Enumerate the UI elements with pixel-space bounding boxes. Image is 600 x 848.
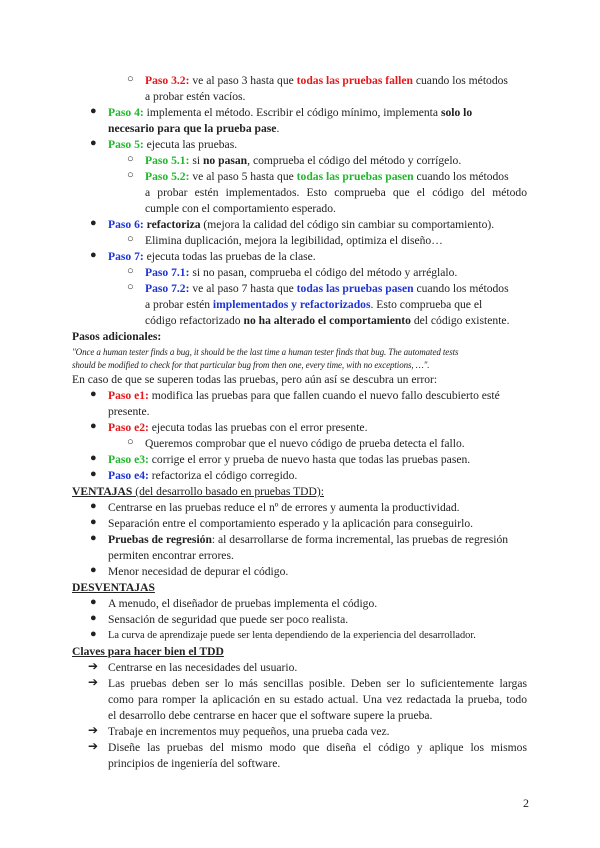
step-3-2-line2: a probar estén vacíos. — [145, 90, 246, 103]
disc-bullet-icon: ● — [90, 249, 97, 261]
disc-bullet-icon: ● — [90, 500, 97, 512]
step-5 — [108, 137, 237, 152]
arrow-right-icon: ➔ — [88, 659, 99, 673]
step-6-bold: refactoriza — [146, 218, 201, 231]
step-3-2-text-end: cuando los métodos — [412, 74, 508, 87]
pasos-adicionales-heading: Pasos adicionales: — [72, 330, 162, 343]
step-e4 — [108, 468, 297, 483]
step-3-2-label: Paso 3.2: — [145, 74, 190, 87]
step-7-2-l2-highlight: implementados y refactorizados — [212, 298, 371, 311]
disc-bullet-icon: ● — [90, 628, 97, 640]
circle-bullet-icon: ○ — [127, 73, 134, 85]
step-e4-label: Paso e4: — [108, 469, 149, 482]
circle-bullet-icon: ○ — [127, 436, 134, 448]
disc-bullet-icon: ● — [90, 420, 97, 432]
step-e3-label: Paso e3: — [108, 453, 149, 466]
step-5-2-label: Paso 5.2: — [145, 170, 190, 183]
circle-bullet-icon: ○ — [127, 153, 134, 165]
step-3-2 — [145, 73, 508, 88]
step-4-bold-line2: necesario para que la prueba pase — [108, 122, 277, 135]
step-7-2-line3 — [145, 313, 509, 328]
clave-2-line2: como para romper la aplicación en su estado actual. Una vez redactada la prueba, todo — [108, 693, 527, 706]
arrow-right-icon: ➔ — [88, 723, 99, 737]
disc-bullet-icon: ● — [90, 217, 97, 229]
step-7-2-label: Paso 7.2: — [145, 282, 190, 295]
circle-bullet-icon: ○ — [127, 169, 134, 181]
ventajas-subtitle: (del desarrollo basado en pruebas TDD): — [132, 485, 325, 498]
ventaja-3-bold: Pruebas de regresión — [108, 533, 212, 546]
step-7-2-l3-bold: no ha alterado el comportamiento — [243, 314, 411, 327]
step-6-text: (mejora la calidad del código sin cambiar su comportamiento). — [200, 218, 495, 231]
step-5-1 — [145, 153, 461, 168]
clave-1: Centrarse en las necesidades del usuario. — [108, 661, 298, 674]
step-4-period: . — [276, 122, 280, 135]
step-7-1 — [145, 265, 457, 280]
circle-bullet-icon: ○ — [127, 281, 134, 293]
disc-bullet-icon: ● — [90, 596, 97, 608]
step-5-text: ejecuta las pruebas. — [143, 138, 238, 151]
pasos-adicionales-intro: En caso de que se superen todas las pruebas, pero aún así se descubra un error: — [72, 373, 438, 386]
step-5-1-text: si — [189, 154, 203, 167]
arrow-right-icon: ➔ — [88, 739, 99, 753]
step-6-sub: Elimina duplicación, mejora la legibilidad, optimiza el diseño… — [145, 234, 443, 247]
disc-bullet-icon: ● — [90, 468, 97, 480]
step-4-line2 — [108, 121, 279, 136]
ventajas-title: VENTAJAS — [72, 485, 133, 498]
step-7-2-l2-a: a probar estén — [145, 298, 213, 311]
ventaja-4: Menor necesidad de depurar el código. — [108, 565, 289, 578]
ventaja-2: Separación entre el comportamiento esperado y la aplicación para conseguirlo. — [108, 517, 474, 530]
disc-bullet-icon: ● — [90, 105, 97, 117]
step-3-2-highlight: todas las pruebas fallen — [296, 74, 413, 87]
disc-bullet-icon: ● — [90, 516, 97, 528]
step-e3 — [108, 452, 470, 467]
step-4 — [108, 105, 472, 120]
step-e2 — [108, 420, 367, 435]
clave-4-line1: Diseñe las pruebas del mismo modo que diseña el código y aplique los mismos — [108, 741, 527, 754]
step-e1 — [108, 388, 500, 403]
step-e2-sub: Queremos comprobar que el nuevo código de prueba detecta el fallo. — [145, 437, 465, 450]
step-4-label: Paso 4: — [108, 106, 144, 119]
claves-heading: Claves para hacer bien el TDD — [72, 645, 224, 658]
ventaja-3-text: : al desarrollarse de forma incremental, las pruebas de regresión — [211, 533, 509, 546]
step-5-2-line3: cumple con el comportamiento esperado. — [145, 202, 336, 215]
step-5-2-line2: a probar estén implementados. Esto comprueba que el código del método — [145, 186, 527, 199]
ventaja-3-line2: permiten encontrar errores. — [108, 549, 234, 562]
step-e1-line2: presente. — [108, 405, 150, 418]
step-7-2-highlight: todas las pruebas pasen — [296, 282, 414, 295]
step-5-1-label: Paso 5.1: — [145, 154, 190, 167]
desventaja-2: Sensación de seguridad que puede ser poco realista. — [108, 613, 349, 626]
ventaja-3 — [108, 532, 508, 547]
step-7-2-text-end: cuando los métodos — [413, 282, 509, 295]
step-e1-text: modifica las pruebas para que fallen cuando el nuevo fallo descubierto esté — [148, 389, 500, 402]
step-5-2 — [145, 169, 509, 184]
step-5-2-text-end: cuando los métodos — [413, 170, 509, 183]
desventaja-3: La curva de aprendizaje puede ser lenta dependiendo de la experiencia del desarrollador. — [108, 630, 476, 641]
quote-line-1: "Once a human tester finds a bug, it should be the last time a human tester finds that bug. The automated tests — [72, 347, 459, 357]
disc-bullet-icon: ● — [90, 564, 97, 576]
step-4-bold: solo lo — [440, 106, 473, 119]
step-e4-text: refactoriza el código corregido. — [148, 469, 298, 482]
step-3-2-text: ve al paso 3 hasta que — [189, 74, 297, 87]
step-7-2-l3-c: del código existente. — [410, 314, 510, 327]
clave-3: Trabaje en incrementos muy pequeños, una prueba cada vez. — [108, 725, 390, 738]
step-6 — [108, 217, 494, 232]
page-number: 2 — [523, 796, 529, 810]
step-7 — [108, 249, 316, 264]
disc-bullet-icon: ● — [90, 137, 97, 149]
step-5-2-text: ve al paso 5 hasta que — [189, 170, 297, 183]
step-e1-label: Paso e1: — [108, 389, 149, 402]
desventaja-1: A menudo, el diseñador de pruebas implementa el código. — [108, 597, 378, 610]
arrow-right-icon: ➔ — [88, 675, 99, 689]
circle-bullet-icon: ○ — [127, 233, 134, 245]
circle-bullet-icon: ○ — [127, 265, 134, 277]
step-e3-text: corrige el error y prueba de nuevo hasta que todas las pruebas pasen. — [148, 453, 471, 466]
step-e2-text: ejecuta todas las pruebas con el error presente. — [148, 421, 368, 434]
step-7-label: Paso 7: — [108, 250, 144, 263]
ventaja-1: Centrarse en las pruebas reduce el nº de errores y aumenta la productividad. — [108, 501, 460, 514]
step-5-1-text-end: , comprueba el código del método y corrígelo. — [247, 154, 462, 167]
desventajas-heading: DESVENTAJAS — [72, 581, 155, 594]
step-7-2-l2-c: . Esto comprueba que el — [370, 298, 483, 311]
disc-bullet-icon: ● — [90, 388, 97, 400]
ventajas-heading — [72, 484, 324, 499]
disc-bullet-icon: ● — [90, 532, 97, 544]
step-7-2-l3-a: código refactorizado — [145, 314, 244, 327]
step-4-text: implementa el método. Escribir el código mínimo, implementa — [143, 106, 441, 119]
disc-bullet-icon: ● — [90, 612, 97, 624]
clave-4-line2: principios de ingeniería del software. — [108, 757, 281, 770]
step-6-label: Paso 6: — [108, 218, 144, 231]
step-5-label: Paso 5: — [108, 138, 144, 151]
step-e2-label: Paso e2: — [108, 421, 149, 434]
step-7-text: ejecuta todas las pruebas de la clase. — [143, 250, 316, 263]
step-7-2-text: ve al paso 7 hasta que — [189, 282, 297, 295]
step-7-2 — [145, 281, 509, 296]
step-7-1-label: Paso 7.1: — [145, 266, 190, 279]
step-7-1-text: si no pasan, comprueba el código del método y arréglalo. — [189, 266, 458, 279]
clave-2-line3: el desarrollo debe centrarse en hacer que el software supere la prueba. — [108, 709, 433, 722]
step-5-2-highlight: todas las pruebas pasen — [296, 170, 414, 183]
disc-bullet-icon: ● — [90, 452, 97, 464]
quote-line-2: should be modified to check for that particular bug from then one, every time, with no exceptions, …". — [72, 360, 430, 370]
clave-2-line1: Las pruebas deben ser lo más sencillas posible. Deben ser lo suficientemente largas — [108, 677, 527, 690]
step-7-2-line2 — [145, 297, 482, 312]
step-5-1-bold: no pasan — [202, 154, 248, 167]
